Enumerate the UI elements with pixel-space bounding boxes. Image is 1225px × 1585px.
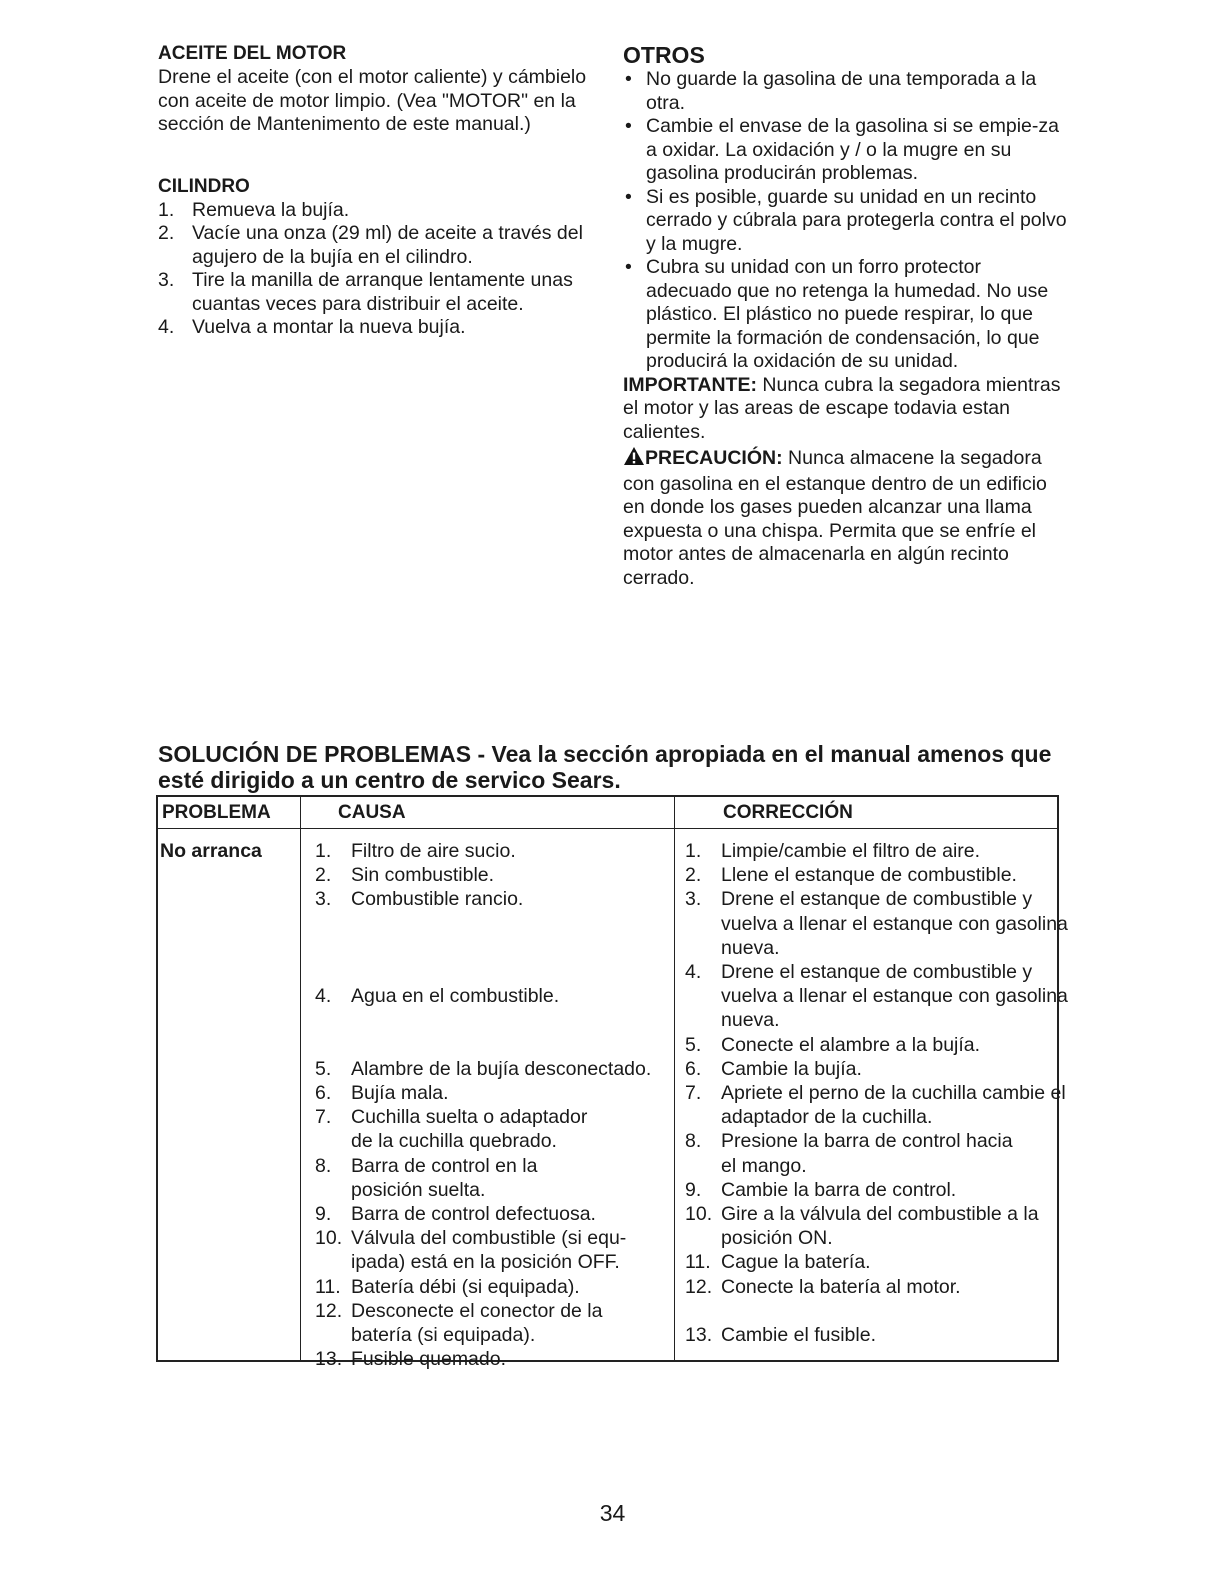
correccion-list	[685, 839, 1068, 1347]
column-divider	[300, 797, 301, 1360]
warning-triangle-icon	[623, 446, 645, 473]
list-item: 3. Drene el estanque de combustible y vuelva a llenar el estanque con gasolina nueva.	[685, 888, 1068, 959]
list-item: 12. Desconecte el conector de la batería (si equipada).	[315, 1299, 603, 1347]
list-item: 10. Válvula del combustible (si equ-ipada) está en la posición OFF.	[315, 1227, 627, 1274]
troubleshooting-table	[156, 795, 1068, 1371]
header-divider	[158, 828, 1057, 829]
list-item: 13. Fusible quemado.	[315, 1348, 507, 1371]
list-item: 12. Conecte la batería al motor.	[685, 1275, 961, 1298]
list-item: 11. Cague la batería.	[685, 1251, 871, 1274]
list-item: 8. Barra de control en la posición suelta.	[315, 1154, 538, 1201]
column-divider	[674, 797, 675, 1360]
list-item: 2. Sin combustible.	[315, 864, 495, 887]
bullet-icon: •	[625, 68, 632, 90]
otros-heading: OTROS	[623, 42, 705, 68]
precaucion-note: PRECAUCIÓN: Nunca almacene la segadora con gasolina en el estanque dentro de un edificio en donde los gases pueden alcanzar una llama expuesta o una chispa. Permita que se enfríe el motor antes de almacenarla en algún recinto cerrado.	[623, 447, 1047, 589]
list-item: 11. Batería débi (si equipada).	[315, 1275, 580, 1298]
left-column	[158, 42, 598, 340]
list-item: • Cambie el envase de la gasolina si se empie-za a oxidar. La oxidación y / o la mugre en su gasolina producirán problemas.	[625, 115, 1059, 184]
page-number: 34	[599, 1500, 626, 1526]
bullet-icon: •	[625, 256, 632, 278]
list-item: 1. Filtro de aire sucio.	[315, 840, 516, 862]
list-item: • No guarde la gasolina de una temporada a la otra.	[625, 68, 1037, 114]
list-item: • Cubra su unidad con un forro protector adecuado que no retenga la humedad. No use plástico. El plástico no puede respirar, lo que permite la formación de condensación, lo que producirá la oxidación de su unidad.	[625, 256, 1049, 372]
causa-list	[315, 839, 673, 1371]
list-item: 5. Alambre de la bujía desconectado.	[315, 1057, 652, 1080]
bullet-icon: •	[625, 185, 632, 208]
troubleshooting-title: SOLUCIÓN DE PROBLEMAS - Vea la sección apropiada en el manual amenos que esté dirigido a un centro de servico Sears.	[158, 741, 1052, 793]
list-item: 6. Bujía mala.	[315, 1082, 449, 1104]
list-item: 8. Presione la barra de control hacia el mango.	[685, 1130, 1013, 1177]
list-item: 10. Gire a la válvula del combustible a la posición ON.	[685, 1203, 1039, 1250]
header-problema: PROBLEMA	[162, 802, 271, 823]
importante-note: IMPORTANTE: Nunca cubra la segadora mientras el motor y las areas de escape todavia estan calientes.	[623, 373, 1061, 443]
list-item: 4. Drene el estanque de combustible y vuelva a llenar el estanque con gasolina nueva.	[685, 961, 1068, 1032]
header-correccion: CORRECCIÓN	[723, 802, 853, 823]
cilindro-heading: CILINDRO	[158, 175, 250, 197]
header-causa: CAUSA	[338, 802, 406, 823]
importante-label: IMPORTANTE:	[623, 373, 757, 396]
list-item: 5. Conecte el alambre a la bujía.	[685, 1033, 981, 1056]
cilindro-steps	[158, 199, 598, 340]
list-item: 4. Vuelva a montar la nueva bujía.	[158, 316, 466, 338]
list-item: 4. Agua en el combustible.	[315, 985, 560, 1008]
correccion-cell	[685, 839, 1068, 1347]
list-item: 1. Remueva la bujía.	[158, 198, 350, 221]
list-item: 13. Cambie el fusible.	[685, 1324, 876, 1347]
list-item: 7. Cuchilla suelta o adaptador de la cuchilla quebrado.	[315, 1106, 588, 1153]
list-item: 3. Combustible rancio.	[315, 888, 524, 911]
causa-cell	[315, 839, 673, 1371]
aceite-text: Drene el aceite (con el motor caliente) y cámbielo con aceite de motor limpio. (Vea "MOTOR" en la sección de Mantenimento de este manual.)	[158, 66, 587, 135]
list-item: 9. Barra de control defectuosa.	[315, 1203, 596, 1226]
right-column	[623, 42, 1068, 590]
precaucion-label: PRECAUCIÓN:	[645, 447, 783, 469]
problema-cell: No arranca	[160, 840, 262, 862]
list-item: • Si es posible, guarde su unidad en un recinto cerrado y cúbrala para protegerla contra el polvo y la mugre.	[625, 185, 1067, 255]
list-item: 2. Vacíe una onza (29 ml) de aceite a través del agujero de la bujía en el cilindro.	[158, 222, 583, 268]
otros-list	[623, 68, 1068, 374]
list-item: 6. Cambie la bujía.	[685, 1057, 862, 1080]
list-item: 9. Cambie la barra de control.	[685, 1178, 957, 1201]
bullet-icon: •	[625, 115, 632, 137]
aceite-heading: ACEITE DEL MOTOR	[158, 43, 347, 64]
list-item: 2. Llene el estanque de combustible.	[685, 864, 1017, 887]
list-item: 7. Apriete el perno de la cuchilla cambie el adaptador de la cuchilla.	[685, 1082, 1066, 1129]
list-item: 3. Tire la manilla de arranque lentamente unas cuantas veces para distribuir el aceite.	[158, 269, 573, 315]
list-item: 1. Limpie/cambie el filtro de aire.	[685, 840, 981, 862]
